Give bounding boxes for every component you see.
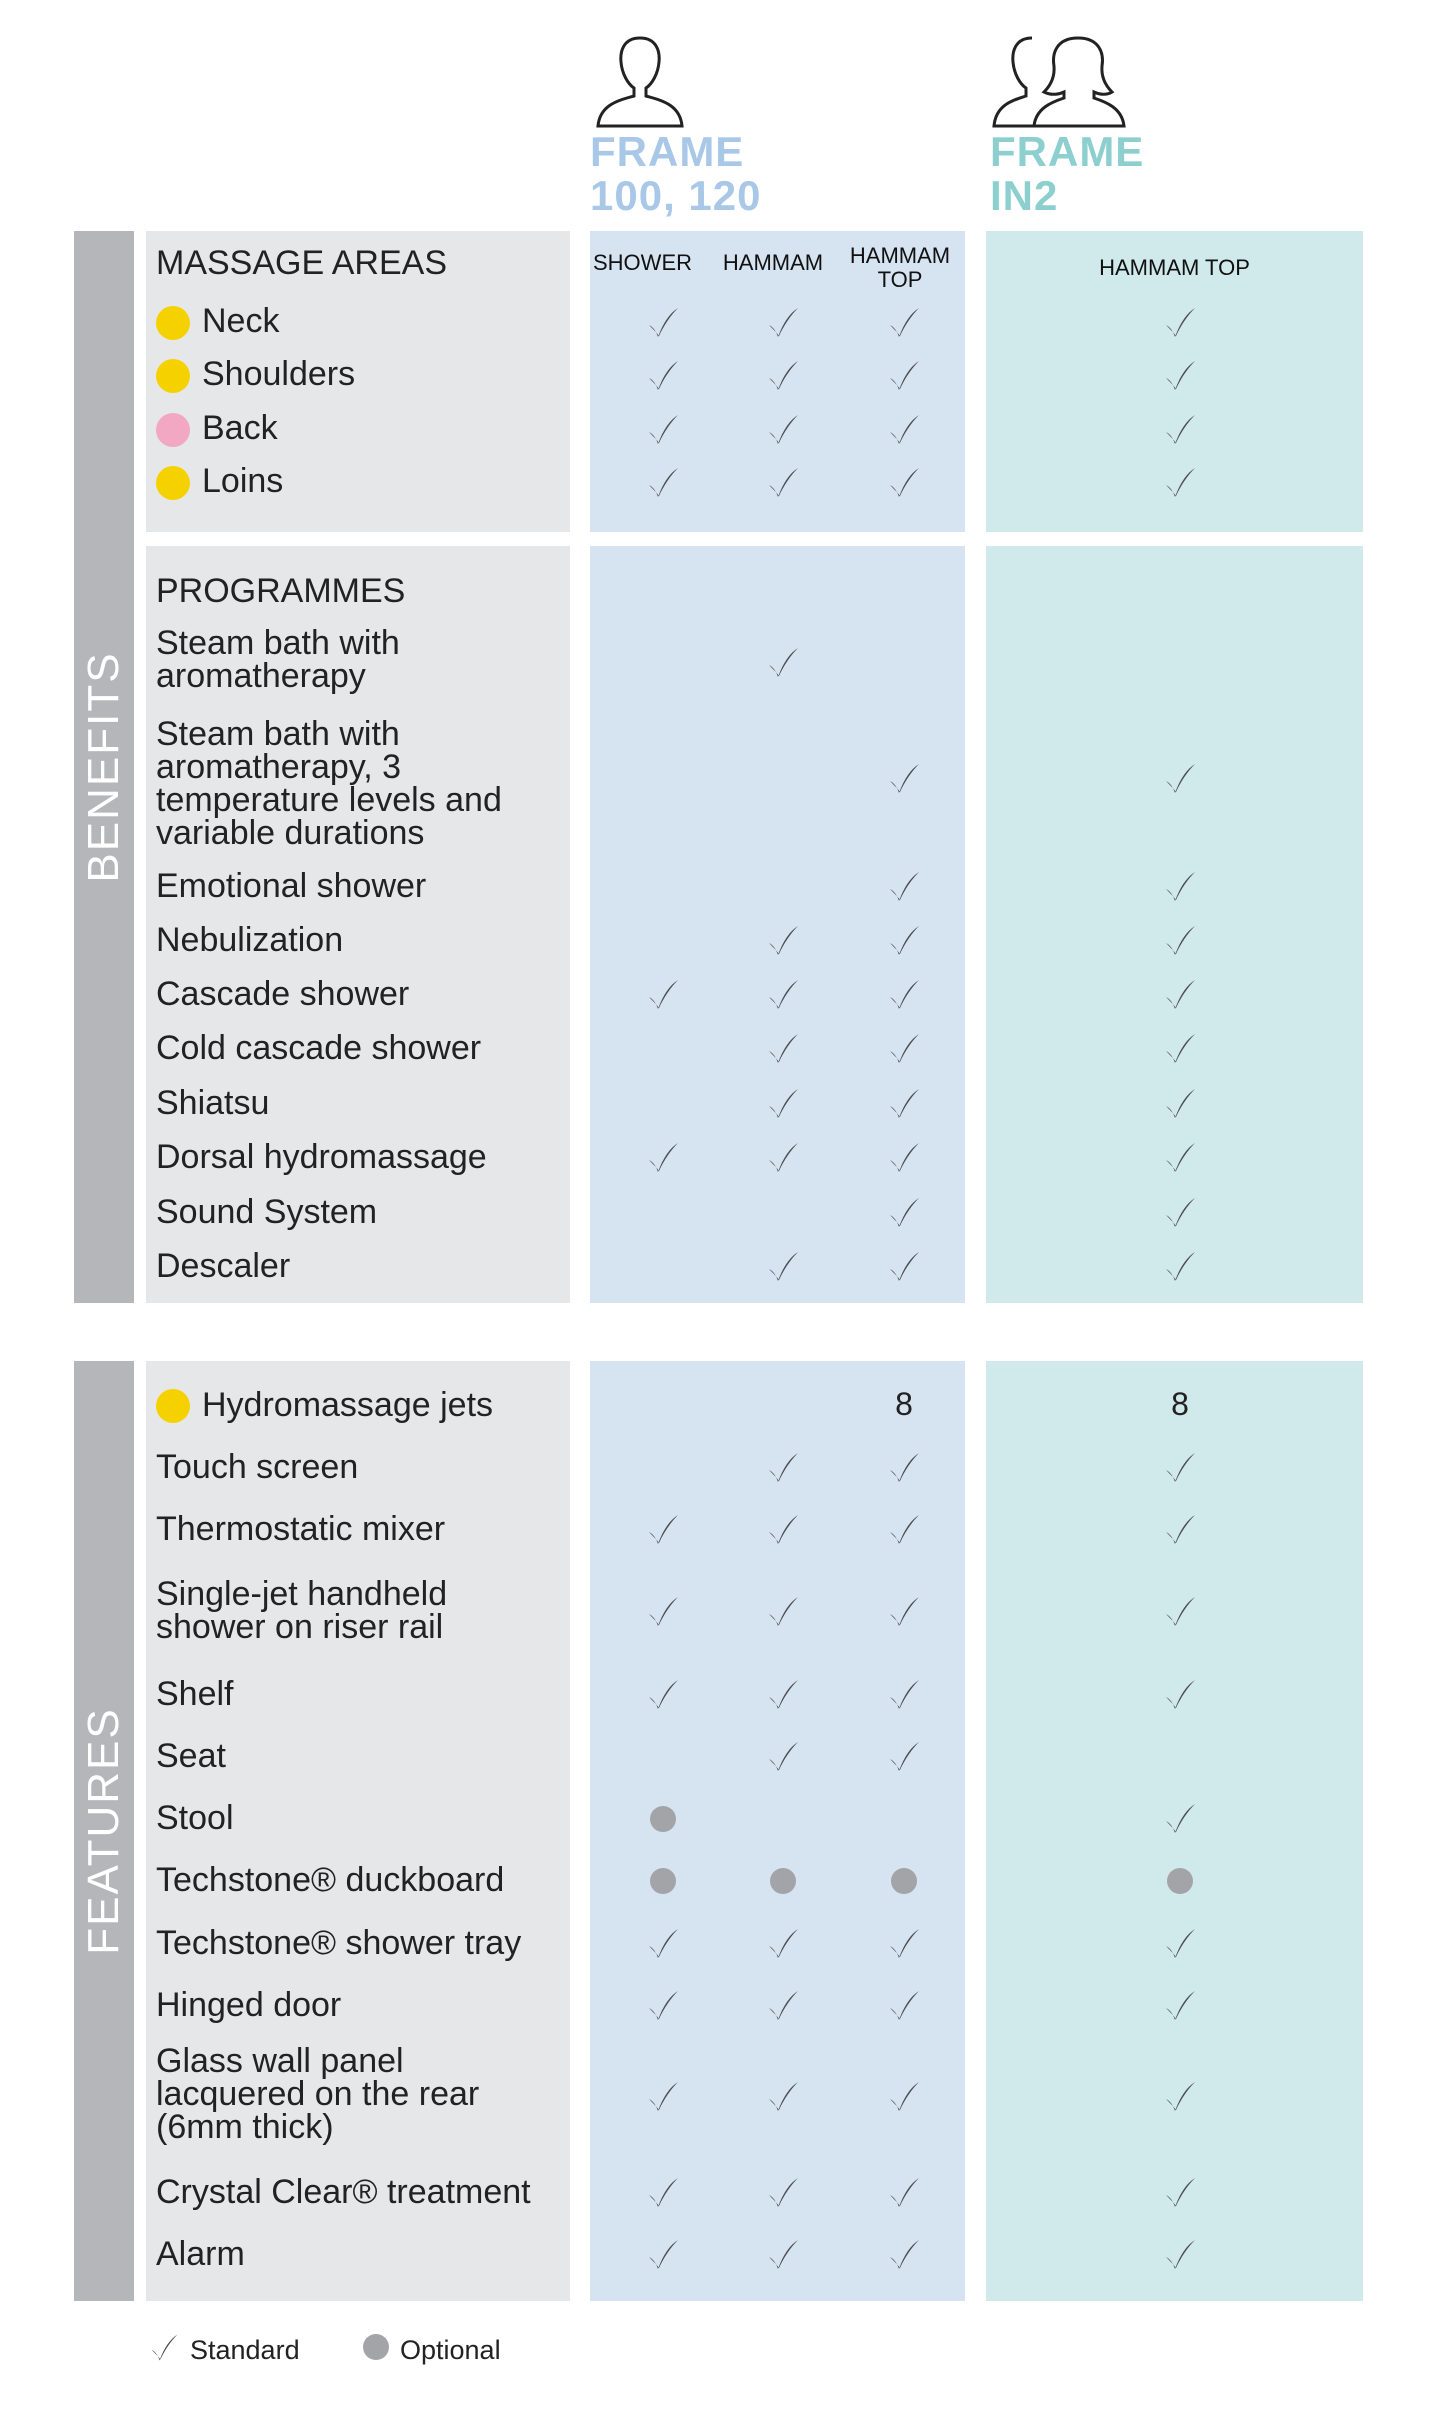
col-header-shower: SHOWER: [593, 250, 692, 275]
features-row-label: Thermostatic mixer: [156, 1510, 446, 1548]
features-row-label: Alarm: [156, 2235, 245, 2273]
check-icon: [886, 1450, 922, 1486]
features-band: [74, 1361, 134, 2301]
check-icon: [886, 412, 922, 448]
check-icon: [1162, 1512, 1198, 1548]
check-icon: [645, 1512, 681, 1548]
check-icon: [1162, 2237, 1198, 2273]
col-header-hammam-top-line1: HAMMAM: [849, 243, 951, 268]
check-icon: [1162, 1086, 1198, 1122]
features-row-label: Crystal Clear® treatment: [156, 2173, 531, 2211]
optional-dot: [1167, 1868, 1193, 1894]
check-icon: [765, 2237, 801, 2273]
check-icon: [765, 923, 801, 959]
check-icon: [886, 1512, 922, 1548]
check-icon: [645, 2175, 681, 2211]
check-icon: [765, 977, 801, 1013]
optional-dot: [770, 1868, 796, 1894]
check-icon: [645, 1926, 681, 1962]
check-icon: [886, 1086, 922, 1122]
col-header-in2-hammam-top: HAMMAM TOP: [1099, 255, 1250, 280]
check-icon: [1162, 1195, 1198, 1231]
col-header-hammam: HAMMAM: [722, 250, 824, 275]
couple-person-icon: [990, 30, 1130, 130]
programmes-row-label: Dorsal hydromassage: [156, 1138, 487, 1176]
check-icon: [886, 1677, 922, 1713]
massage_areas-row-label: Neck: [202, 302, 280, 340]
check-icon: [1162, 1140, 1198, 1176]
check-icon: [765, 2079, 801, 2115]
check-icon: [645, 977, 681, 1013]
massage_areas-row-label: Shoulders: [202, 355, 356, 393]
check-icon: [1162, 2079, 1198, 2115]
check-icon: [1162, 1801, 1198, 1837]
check-icon: [886, 761, 922, 797]
check-icon: [765, 1677, 801, 1713]
check-icon: [1162, 465, 1198, 501]
check-icon: [1162, 2175, 1198, 2211]
check-icon: [645, 2237, 681, 2273]
check-icon: [645, 1677, 681, 1713]
col-header-hammam-top-line2: TOP: [877, 267, 923, 292]
single-person-icon: [590, 30, 690, 130]
massage_areas-dot-yellow: [156, 306, 190, 340]
features-row-label: Techstone® shower tray: [156, 1924, 522, 1962]
programmes-row-label: Steam bath with aromatherapy: [156, 624, 400, 695]
check-icon: [645, 305, 681, 341]
massage_areas-row-label: Loins: [202, 462, 284, 500]
col-header-hammam-top: [840, 244, 960, 292]
frame-in2-title: [990, 130, 1144, 218]
check-icon: [765, 1926, 801, 1962]
check-icon: [886, 465, 922, 501]
check-icon: [1162, 1926, 1198, 1962]
check-icon: [765, 358, 801, 394]
programmes-title: PROGRAMMES: [156, 572, 406, 610]
massage_areas-dot-yellow: [156, 466, 190, 500]
massage_areas-dot-yellow: [156, 359, 190, 393]
jets-count: 8: [1171, 1386, 1189, 1422]
check-icon: [765, 2175, 801, 2211]
frame1-title-line2: 100, 120: [590, 172, 762, 219]
check-icon: [886, 305, 922, 341]
check-icon: [886, 1140, 922, 1176]
check-icon: [1162, 1031, 1198, 1067]
check-icon: [886, 1739, 922, 1775]
check-icon: [765, 1512, 801, 1548]
features-row-label: Hinged door: [156, 1986, 342, 2024]
frame2-title-line1: FRAME: [990, 128, 1145, 175]
check-icon: [645, 465, 681, 501]
check-icon: [645, 1140, 681, 1176]
benefits-band: [74, 231, 134, 1303]
check-icon: [645, 358, 681, 394]
optional-dot: [650, 1868, 676, 1894]
check-icon: [886, 1249, 922, 1285]
programmes-row-label: Descaler: [156, 1247, 291, 1285]
check-icon: [1162, 358, 1198, 394]
frame2-title-line2: IN2: [990, 172, 1059, 219]
frame1-title-line1: FRAME: [590, 128, 745, 175]
check-icon: [886, 1594, 922, 1630]
legend-check-icon: [148, 2332, 180, 2364]
legend-standard: Standard: [190, 2335, 300, 2365]
check-icon: [886, 1031, 922, 1067]
check-icon: [1162, 977, 1198, 1013]
optional-dot: [891, 1868, 917, 1894]
check-icon: [765, 1450, 801, 1486]
check-icon: [886, 1195, 922, 1231]
optional-dot: [650, 1806, 676, 1832]
check-icon: [1162, 1594, 1198, 1630]
check-icon: [1162, 761, 1198, 797]
legend-optional-dot: [363, 2334, 389, 2360]
check-icon: [886, 2237, 922, 2273]
programmes-row-label: Steam bath with aromatherapy, 3 temperature levels and variable durations: [156, 715, 502, 852]
check-icon: [1162, 923, 1198, 959]
check-icon: [886, 358, 922, 394]
features-row-label: Hydromassage jets: [202, 1386, 494, 1424]
frame-100-120-title: [590, 130, 762, 218]
features-label: FEATURES: [79, 1707, 128, 1955]
features-frame100-panel: [590, 1361, 965, 2301]
features-row-label: Glass wall panel lacquered on the rear (6mm thick): [156, 2042, 480, 2146]
benefits-label: BENEFITS: [79, 651, 128, 883]
legend-optional: Optional: [400, 2335, 501, 2365]
jets-count: 8: [895, 1386, 913, 1422]
check-icon: [886, 923, 922, 959]
features-row-label: Touch screen: [156, 1448, 359, 1486]
features-row-label: Techstone® duckboard: [156, 1861, 505, 1899]
check-icon: [1162, 412, 1198, 448]
features-dot-yellow: [156, 1389, 190, 1423]
massage_areas-row-label: Back: [202, 409, 278, 447]
check-icon: [886, 1988, 922, 2024]
programmes-row-label: Emotional shower: [156, 867, 427, 905]
check-icon: [765, 1594, 801, 1630]
massage_areas-dot-pink: [156, 413, 190, 447]
check-icon: [1162, 1677, 1198, 1713]
check-icon: [1162, 869, 1198, 905]
check-icon: [1162, 1450, 1198, 1486]
programmes-row-label: Cold cascade shower: [156, 1029, 482, 1067]
check-icon: [1162, 1249, 1198, 1285]
features-row-label: Single-jet handheld shower on riser rail: [156, 1575, 448, 1646]
features-row-label: Seat: [156, 1737, 226, 1775]
features-row-label: Stool: [156, 1799, 234, 1837]
check-icon: [765, 1249, 801, 1285]
programmes-row-label: Shiatsu: [156, 1084, 270, 1122]
check-icon: [765, 1739, 801, 1775]
check-icon: [886, 1926, 922, 1962]
features-row-label: Shelf: [156, 1675, 234, 1713]
check-icon: [1162, 1988, 1198, 2024]
check-icon: [765, 645, 801, 681]
check-icon: [645, 1594, 681, 1630]
check-icon: [765, 412, 801, 448]
check-icon: [886, 977, 922, 1013]
check-icon: [886, 2079, 922, 2115]
check-icon: [886, 2175, 922, 2211]
check-icon: [765, 1031, 801, 1067]
check-icon: [765, 465, 801, 501]
check-icon: [765, 1086, 801, 1122]
check-icon: [765, 305, 801, 341]
check-icon: [765, 1140, 801, 1176]
check-icon: [765, 1988, 801, 2024]
check-icon: [886, 869, 922, 905]
check-icon: [1162, 305, 1198, 341]
programmes-row-label: Nebulization: [156, 921, 344, 959]
check-icon: [645, 1988, 681, 2024]
massage-areas-title: MASSAGE AREAS: [156, 244, 447, 282]
programmes-row-label: Sound System: [156, 1193, 378, 1231]
check-icon: [645, 412, 681, 448]
programmes-row-label: Cascade shower: [156, 975, 410, 1013]
check-icon: [645, 2079, 681, 2115]
